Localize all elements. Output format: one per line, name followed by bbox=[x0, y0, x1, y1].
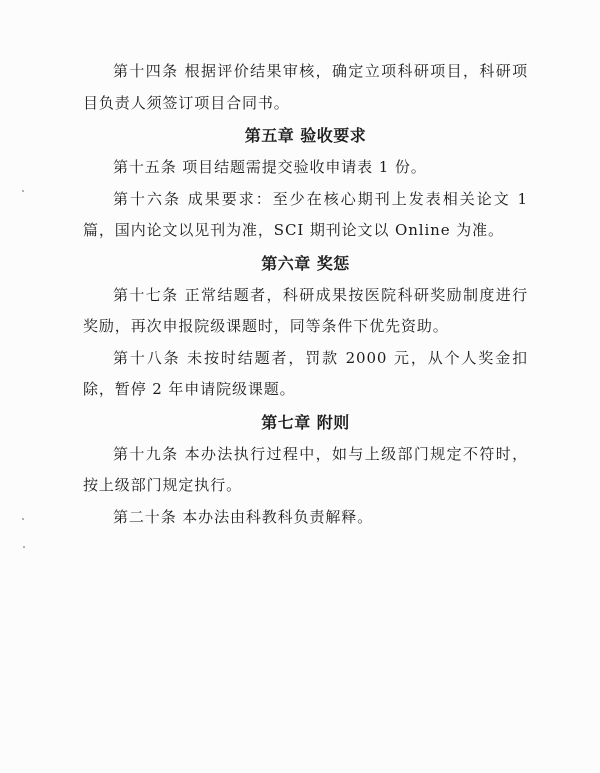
document-body bbox=[83, 56, 528, 533]
article-14: 第十四条 根据评价结果审核，确定立项科研项目，科研项目负责人须签订项目合同书。 bbox=[83, 62, 528, 112]
chapter-5-heading: 第五章 验收要求 bbox=[244, 126, 367, 145]
scan-speck bbox=[22, 190, 24, 192]
article-20: 第二十条 本办法由科教科负责解释。 bbox=[113, 507, 374, 526]
scan-speck bbox=[23, 546, 25, 548]
article-15: 第十五条 项目结题需提交验收申请表 1 份。 bbox=[113, 158, 427, 176]
scan-speck bbox=[22, 518, 24, 520]
article-18: 第十八条 未按时结题者，罚款 2000 元，从个人奖金扣除，暂停 2 年申请院级课题。 bbox=[83, 348, 528, 398]
article-17: 第十七条 正常结题者，科研成果按医院科研奖励制度进行奖励，再次申报院级课题时，同等条件下优先资助。 bbox=[83, 285, 528, 335]
article-19: 第十九条 本办法执行过程中，如与上级部门规定不符时，按上级部门规定执行。 bbox=[83, 444, 528, 494]
article-16: 第十六条 成果要求：至少在核心期刊上发表相关论文 1 篇，国内论文以见刊为准，SCI 期刊论文以 Online 为准。 bbox=[83, 189, 528, 239]
chapter-7-heading: 第七章 附则 bbox=[261, 412, 350, 432]
chapter-6-heading: 第六章 奖惩 bbox=[261, 253, 350, 273]
